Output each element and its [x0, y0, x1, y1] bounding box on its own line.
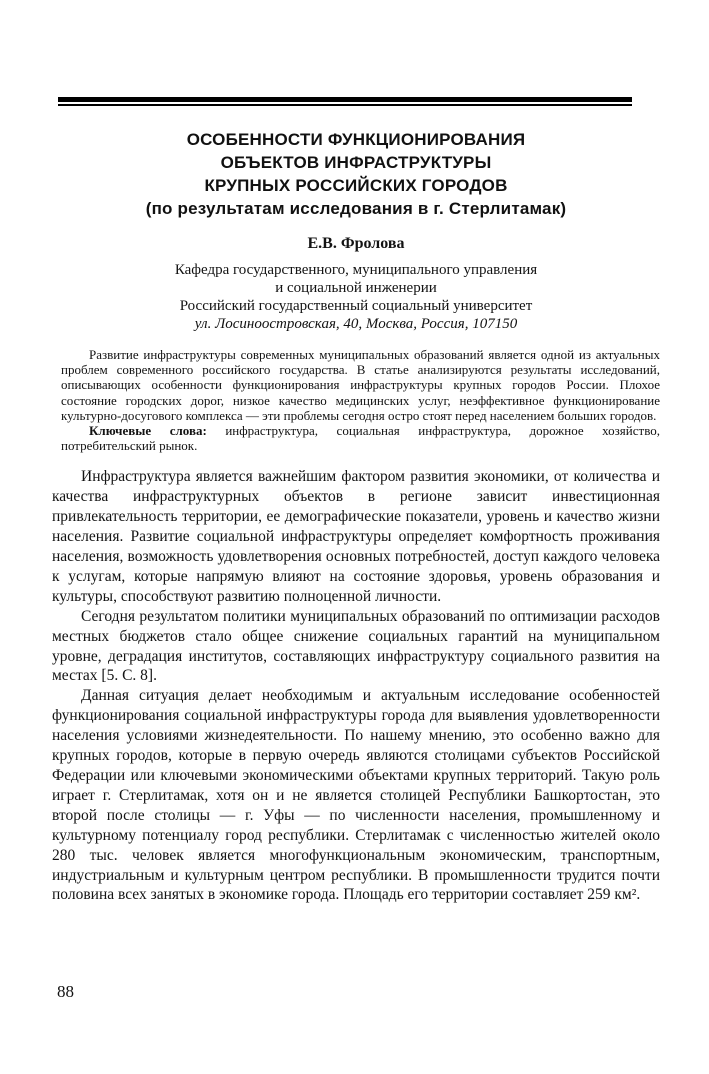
abstract-text: Развитие инфраструктуры современных муниципальных образований является одной из актуальных проблем современного российского государства. В статье анализируются результаты исследований, описывающих особенности функционирования инфраструктуры крупных городов России. Плохое состояние городских дорог, низкое качество медицинских услуг, неэффективное функционирование культурно-досугового комплекса — эти проблемы сегодня остро стоят перед населением больших городов.	[61, 347, 660, 423]
affiliation-block	[52, 261, 660, 333]
affiliation-university: Российский государственный социальный университет	[179, 298, 533, 314]
page-number: 88	[57, 982, 74, 1001]
article-body	[52, 467, 660, 905]
title-line-2: ОБЪЕКТОВ ИНФРАСТРУКТУРЫ	[220, 153, 492, 172]
article-title	[52, 128, 660, 220]
author-name: Е.В. Фролова	[307, 235, 405, 252]
body-paragraph-2: Сегодня результатом политики муниципальных образований по оптимизации расходов местных бюджетов стало общее снижение социальных гарантий на муниципальном уровне, деградация институтов, составляющих инфраструктуру социального развития на местах [5. С. 8].	[52, 607, 660, 685]
affiliation-address: ул. Лосиноостровская, 40, Москва, Россия, 107150	[194, 316, 518, 332]
header-rule-thin-line	[58, 104, 632, 106]
keywords-paragraph	[61, 423, 660, 453]
body-paragraph-1: Инфраструктура является важнейшим фактором развития экономики, от количества и качества инфраструктурных объектов в регионе зависит инвестиционная привлекательность территории, ее демографические показатели, уровень и качество жизни населения. Развитие социальной инфраструктуры определяет комфортность проживания населения, возможность удовлетворения основных потребностей, доступ каждого человека к услугам, которые напрямую влияют на состояние здоровья, уровень образования и культуры, способствуют развитию полноценной личности.	[52, 468, 660, 605]
title-line-3: КРУПНЫХ РОССИЙСКИХ ГОРОДОВ	[204, 176, 508, 195]
keywords-label: Ключевые слова:	[89, 423, 207, 439]
keywords-list: инфраструктура, социальная инфраструктура, дорожное хозяйство, потребительский рынок.	[61, 423, 660, 454]
title-line-1: ОСОБЕННОСТИ ФУНКЦИОНИРОВАНИЯ	[186, 130, 526, 149]
header-rule	[58, 97, 632, 106]
title-line-subtitle: (по результатам исследования в г. Стерлитамак)	[145, 199, 567, 218]
header-rule-thick-line	[58, 97, 632, 102]
affiliation-department-line-1: Кафедра государственного, муниципального управления	[174, 262, 538, 278]
affiliation-department-line-2: и социальной инженерии	[275, 280, 437, 296]
body-paragraph-3: Данная ситуация делает необходимым и актуальным исследование особенностей функционирования социальной инфраструктуры города для выявления удовлетворенности населения условиями жизнедеятельности. По нашему мнению, это особенно важно для крупных городов, которые в первую очередь являются столицами субъектов Российской Федерации или ключевыми экономическими объектами крупных территорий. Такую роль играет г. Стерлитамак, хотя он и не является столицей Республики Башкортостан, это второй после столицы — г. Уфы — по численности населения, промышленному и культурному потенциалу город республики. Стерлитамак с численностью жителей около 280 тыс. человек является многофункциональным экономическим, транспортным, индустриальным и культурным центром республики. В промышленности трудится почти половина всех занятых в экономике города. Площадь его территории составляет 259 км².	[52, 687, 660, 904]
